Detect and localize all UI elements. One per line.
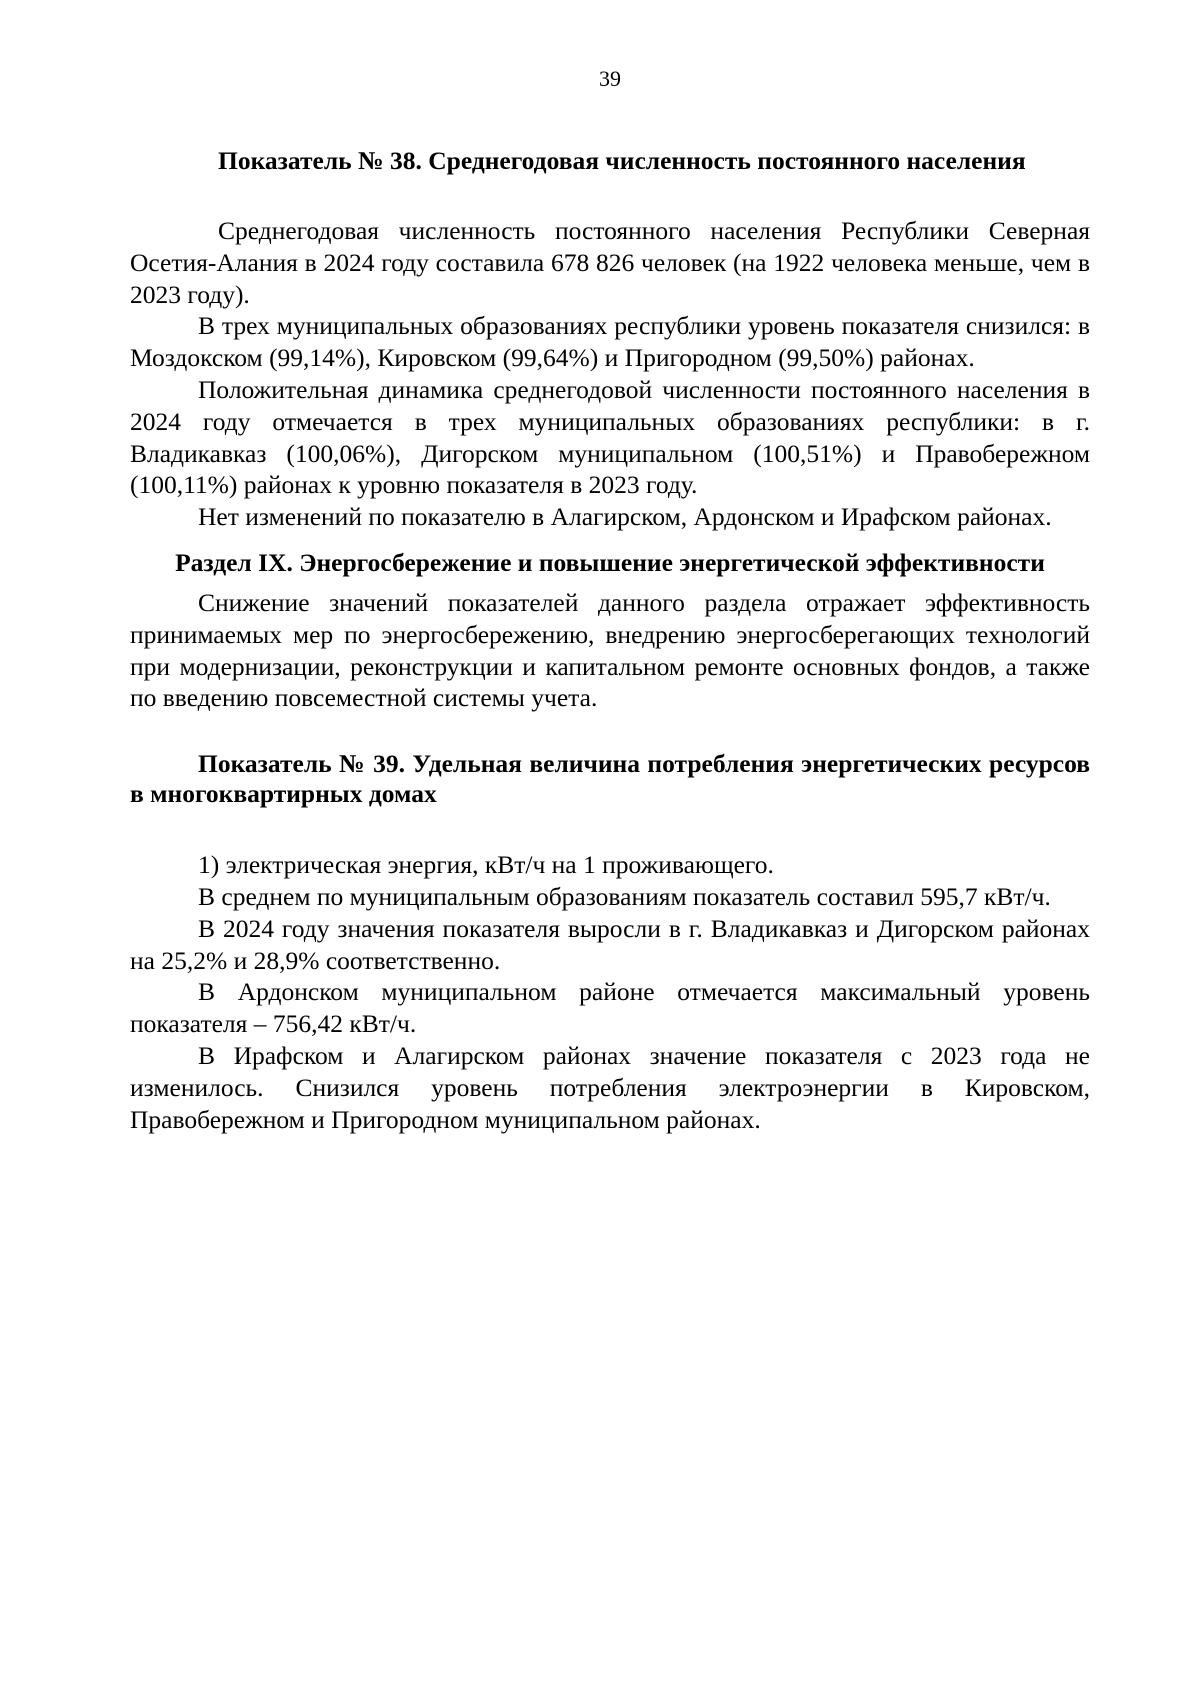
indicator-39-section <box>130 749 1090 1135</box>
section-9-paragraph: Снижение значений показателей данного раздела отражает эффективность принимаемых мер по энергосбережению, внедрению энергосберегающих технологий при модернизации, реконструкции и капитальном ремонте основных фондов, а также по введению повсеместной системы учета. <box>130 587 1090 713</box>
section-9 <box>130 547 1090 714</box>
indicator-39-paragraph-1: 1) электрическая энергия, кВт/ч на 1 проживающего. <box>198 850 774 880</box>
page-number: 39 <box>599 66 621 91</box>
indicator-39-paragraph-5: В Ирафском и Алагирском районах значение показателя с 2023 года не изменилось. Снизился уровень потребления электроэнергии в Кировском, Правобережном и Пригородном муниципальном районах. <box>130 1040 1090 1134</box>
indicator-39-heading: Показатель № 39. Удельная величина потребления энергетических ресурсов в многоквартирных домах <box>130 749 1090 809</box>
document-page <box>130 64 1090 1135</box>
indicator-38-paragraph-4: Нет изменений по показателю в Алагирском, Ардонском и Ирафском районах. <box>198 502 1052 532</box>
section-9-title: Раздел IX. Энергосбережение и повышение энергетической эффективности <box>175 547 1045 577</box>
indicator-38-paragraph-1: Среднегодовая численность постоянного населения Республики Северная Осетия-Алания в 2024 году составила 678 826 человек (на 1922 человека меньше, чем в 2023 году). <box>130 216 1090 309</box>
indicator-38-heading: Показатель № 38. Среднегодовая численность постоянного населения <box>218 146 1026 175</box>
indicator-39-paragraph-2: В среднем по муниципальным образованиям показатель составил 595,7 кВт/ч. <box>198 881 1051 911</box>
indicator-38-section <box>130 146 1090 533</box>
indicator-38-paragraph-2: В трех муниципальных образованиях республики уровень показателя снизился: в Моздокском (99,14%), Кировском (99,64%) и Пригородном (99,50%) районах. <box>130 311 1090 373</box>
indicator-38-paragraph-3: Положительная динамика среднегодовой численности постоянного населения в 2024 году отмечается в трех муниципальных образованиях республики: в г. Владикавказ (100,06%), Дигорском муниципальном (100,51%) и Правобережном (100,11%) районах к уровню показателя в 2023 году. <box>130 374 1090 500</box>
indicator-39-paragraph-3: В 2024 году значения показателя выросли в г. Владикавказ и Дигорском районах на 25,2% и 28,9% соответственно. <box>130 913 1090 975</box>
indicator-39-paragraph-4: В Ардонском муниципальном районе отмечается максимальный уровень показателя – 756,42 кВт/ч. <box>130 977 1090 1039</box>
